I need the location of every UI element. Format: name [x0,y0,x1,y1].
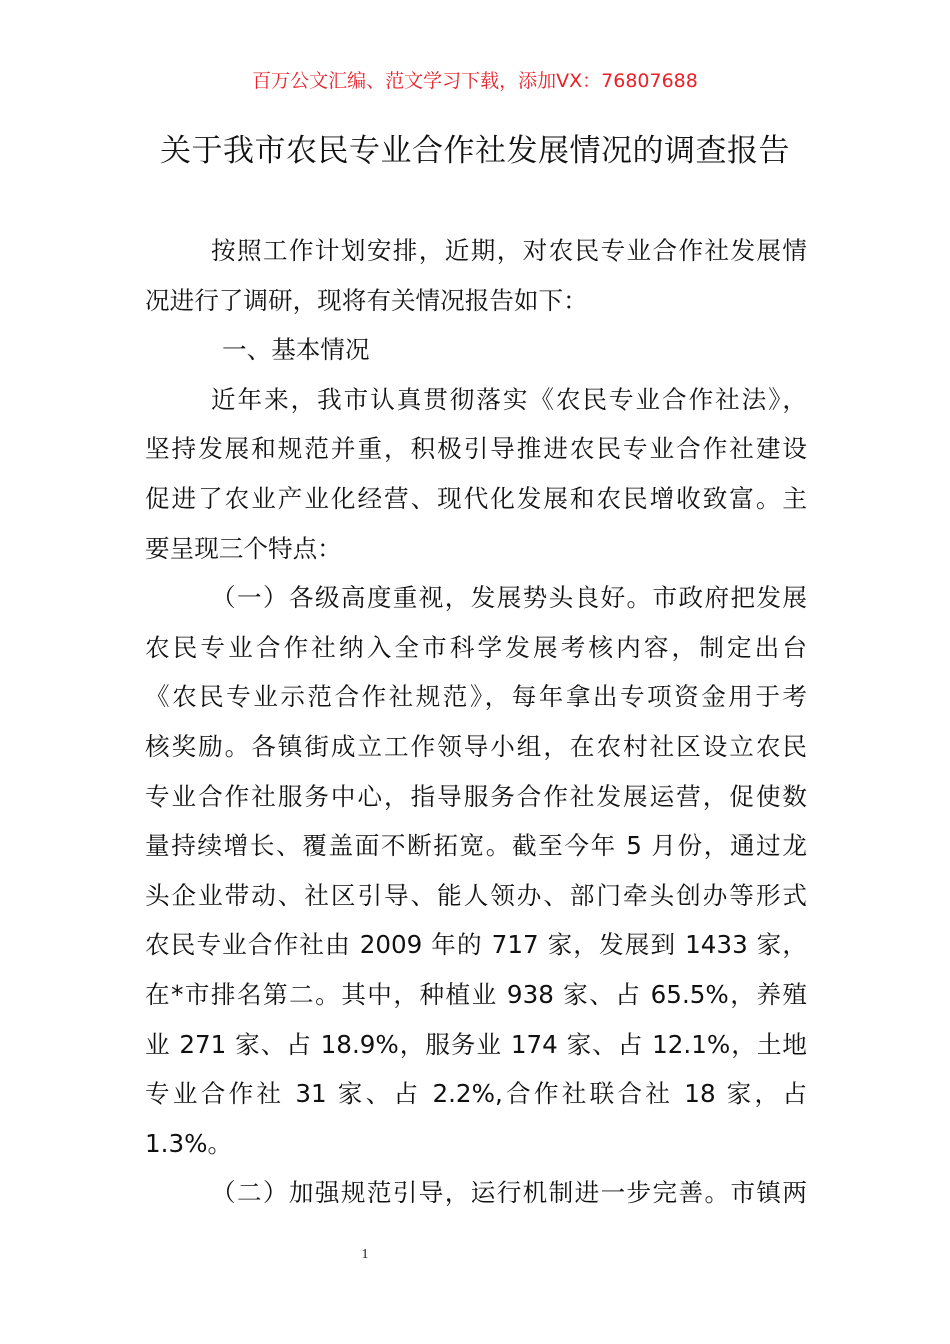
paragraph-intro-line-1: 按照工作计划安排，近期，对农民专业合作社发展情 [211,236,807,265]
paragraph-point-one-line-1: （一）各级高度重视，发展势头良好。市政府把发展 [211,583,807,613]
paragraph-overview-line-4: 要呈现三个特点： [145,533,342,563]
paragraph-point-one-line-5: 专业合作社服务中心，指导服务合作社发展运营，促使数 [145,781,807,811]
paragraph-point-one-line-4: 核奖励。各镇街成立工作领导小组，在农村社区设立农民 [145,731,807,761]
paragraph-overview-line-2: 坚持发展和规范并重，积极引导推进农民专业合作社建设 [145,434,807,464]
paragraph-intro-line-2: 况进行了调研，现将有关情况报告如下： [145,285,588,315]
paragraph-point-one-line-11: 专业合作社 31 家、占 2.2%,合作社联合社 18 家，占 [145,1079,807,1109]
section-heading-basic-situation: 一、基本情况 [222,335,370,365]
paragraph-point-two-line-1: （二）加强规范引导，运行机制进一步完善。市镇两 [211,1178,807,1208]
document-title: 关于我市农民专业合作社发展情况的调查报告 [160,133,790,169]
paragraph-overview-line-3: 促进了农业产业化经营、现代化发展和农民增收致富。主 [145,483,807,513]
paragraph-point-one-line-12: 1.3%。 [145,1128,233,1158]
paragraph-overview-line-1: 近年来，我市认真贯彻落实《农民专业合作社法》， [211,384,807,414]
paragraph-point-one-line-9: 在*市排名第二。其中，种植业 938 家、占 65.5%，养殖 [145,979,807,1009]
paragraph-point-one-line-2: 农民专业合作社纳入全市科学发展考核内容，制定出台 [145,632,807,662]
paragraph-point-one-line-6: 量持续增长、覆盖面不断拓宽。截至今年 5 月份，通过龙 [145,831,807,861]
page-number: 1 [361,1247,369,1262]
document-body [145,226,807,1218]
paragraph-point-one-line-8: 农民专业合作社由 2009 年的 717 家，发展到 1433 家， [145,930,807,960]
paragraph-point-one-line-7: 头企业带动、社区引导、能人领办、部门牵头创办等形式 [145,880,807,910]
paragraph-point-one-line-10: 业 271 家、占 18.9%，服务业 174 家、占 12.1%，土地 [145,1029,807,1059]
paragraph-point-one-line-3: 《农民专业示范合作社规范》，每年拿出专项资金用于考 [145,682,807,712]
header-banner: 百万公文汇编、范文学习下载，添加VX：76807688 [252,70,698,92]
